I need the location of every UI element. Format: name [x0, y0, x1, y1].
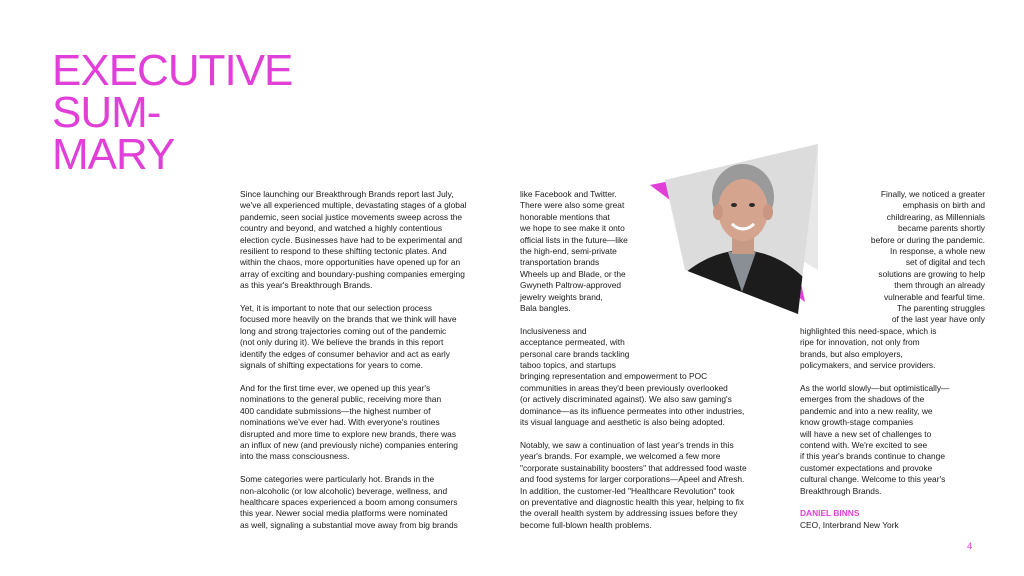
- text-line: Yet, it is important to note that our selection process: [240, 303, 432, 314]
- title-line-1: EXECUTIVE: [52, 46, 293, 95]
- text-line: pandemic, seen social justice movements sweep across the: [240, 211, 463, 222]
- text-line: healthcare spaces experienced a boom among consumers: [240, 496, 458, 507]
- text-line: Finally, we noticed a greater: [880, 189, 985, 199]
- text-line: election cycle. Businesses have had to be experimental and: [240, 234, 463, 245]
- text-line: solutions are growing to help: [878, 268, 985, 279]
- text-line: like Facebook and Twitter.: [520, 189, 617, 199]
- text-line: Inclusiveness and: [520, 325, 587, 336]
- text-line: bringing representation and empowerment to POC: [520, 371, 708, 382]
- text-line: The parenting struggles: [897, 303, 985, 314]
- text-line: this year. Newer social media platforms were nominated: [240, 508, 448, 519]
- text-line: emerges from the shadows of the: [800, 394, 925, 405]
- text-line: cultural change. Welcome to this year's: [800, 474, 946, 485]
- text-line: personal care brands tackling: [520, 348, 630, 359]
- text-line: disrupted and more time to explore new brands, there was: [240, 428, 457, 439]
- text-line: identify the edges of consumer behavior and act as early: [240, 348, 450, 359]
- text-line: As the world slowly—but optimistically—: [800, 382, 950, 393]
- text-line: nominations we've ever had. With everyone's routines: [240, 417, 440, 428]
- text-line: official lists in the future—like: [520, 234, 628, 245]
- text-line: become full-blown health problems.: [520, 519, 652, 530]
- text-line: its visual language and aesthetic is also being adopted.: [520, 417, 725, 428]
- paragraph: [240, 383, 510, 463]
- text-line: we hope to see make it onto: [520, 223, 625, 234]
- paragraph: [240, 303, 510, 371]
- text-line: set of digital and tech: [905, 257, 985, 268]
- paragraph: [520, 326, 790, 429]
- text-line: highlighted this need-space, which is: [800, 325, 937, 336]
- paragraph: [240, 189, 510, 292]
- text-line: an influx of new (and previously niche) companies entering: [240, 439, 458, 450]
- text-line: acceptance permeated, with: [520, 337, 625, 348]
- text-line: (not only during it). We believe the brands in this report: [240, 337, 444, 348]
- text-line: In response, a whole new: [890, 246, 985, 257]
- text-column-3: [800, 189, 985, 531]
- text-line: know growth-stage companies: [800, 417, 914, 428]
- text-line: pandemic and into a new reality, we: [800, 405, 933, 416]
- text-line: There were also some great: [520, 200, 625, 211]
- text-line: non-alcoholic (or low alcoholic) beverage, wellness, and: [240, 485, 448, 496]
- text-line: year's brands. For example, we welcomed a few more: [520, 451, 721, 462]
- text-line: resilient to respond to these shifting tectonic plates. And: [240, 246, 447, 257]
- text-line: 400 candidate submissions—the highest number of: [240, 405, 431, 416]
- title-line-2: SUM-: [52, 88, 161, 137]
- text-line: will have a new set of challenges to: [800, 428, 932, 439]
- text-line: Notably, we saw a continuation of last year's trends in this: [520, 439, 734, 450]
- paragraph: [800, 189, 985, 372]
- paragraph: [800, 383, 985, 497]
- text-line: became parents shortly: [897, 223, 985, 234]
- text-line: Wheels up and Blade, or the: [520, 268, 626, 279]
- text-line: vulnerable and fearful time.: [883, 291, 985, 302]
- text-line: Some categories were particularly hot. Brands in the: [240, 474, 435, 485]
- text-line: as this year's Breakthrough Brands.: [240, 280, 373, 291]
- text-line: as well, signaling a substantial move away from big brands: [240, 519, 458, 530]
- signature-title: CEO, Interbrand New York: [800, 519, 899, 530]
- title-line-3: MARY: [52, 130, 175, 179]
- text-line: we've all experienced multiple, devastating stages of a global: [240, 200, 467, 211]
- text-line: into the mass consciousness.: [240, 451, 350, 462]
- text-line: contend with. We're excited to see: [800, 439, 928, 450]
- text-line: Gwyneth Paltrow-approved: [520, 280, 622, 291]
- text-line: focused more heavily on the brands that we think will have: [240, 314, 457, 325]
- paragraph: [240, 474, 510, 531]
- text-line: jewelry weights brand,: [520, 291, 603, 302]
- text-line: Since launching our Breakthrough Brands report last July,: [240, 189, 454, 199]
- text-line: communities in areas they'd been previously overlooked: [520, 382, 728, 393]
- paragraph: [520, 189, 790, 314]
- text-line: ripe for innovation, not only from: [800, 337, 920, 348]
- text-line: customer expectations and provoke: [800, 462, 933, 473]
- text-line: the high-end, semi-private: [520, 246, 617, 257]
- text-line: nominations to the general public, receiving more than: [240, 394, 442, 405]
- text-line: before or during the pandemic.: [870, 234, 985, 245]
- text-line: emphasis on birth and: [902, 200, 985, 211]
- paragraph: [520, 440, 790, 531]
- text-line: brands, but also employers,: [800, 348, 903, 359]
- text-column-1: [240, 189, 510, 543]
- text-line: (or actively discriminated against). We also saw gaming's: [520, 394, 732, 405]
- text-line: policymakers, and service providers.: [800, 360, 936, 371]
- text-line: Breakthrough Brands.: [800, 485, 882, 496]
- text-column-2: [520, 189, 790, 543]
- text-line: signals of shifting expectations for years to come.: [240, 360, 423, 371]
- text-line: transportation brands: [520, 257, 600, 268]
- text-line: honorable mentions that: [520, 211, 610, 222]
- text-line: and food systems for larger corporations—Apeel and Afresh.: [520, 474, 745, 485]
- text-line: And for the first time ever, we opened up this year's: [240, 382, 431, 393]
- text-line: long and strong trajectories coming out of the pandemic: [240, 325, 447, 336]
- text-line: them through an already: [894, 280, 985, 291]
- signature-name: DANIEL BINNS: [800, 508, 860, 519]
- page-title: [52, 46, 293, 179]
- text-line: Bala bangles.: [520, 303, 571, 314]
- text-line: if this year's brands continue to change: [800, 451, 945, 462]
- text-line: childrearing, as Millennials: [886, 211, 985, 222]
- text-line: "corporate sustainability boosters" that addressed food waste: [520, 462, 747, 473]
- text-line: dominance—as its influence permeates into other industries,: [520, 405, 745, 416]
- text-line: In addition, the customer-led "Healthcare Revolution" took: [520, 485, 735, 496]
- text-line: array of exciting and boundary-pushing companies emerging: [240, 268, 465, 279]
- text-line: of the last year have only: [891, 314, 985, 325]
- text-line: taboo topics, and startups: [520, 360, 616, 371]
- page-number: 4: [966, 541, 972, 551]
- text-line: the overall health system by addressing issues before they: [520, 508, 738, 519]
- text-line: on preventative and diagnostic health this year, helping to fix: [520, 496, 744, 507]
- text-line: country and beyond, and watched a highly contentious: [240, 223, 443, 234]
- text-line: within the chaos, more opportunities have opened up for an: [240, 257, 461, 268]
